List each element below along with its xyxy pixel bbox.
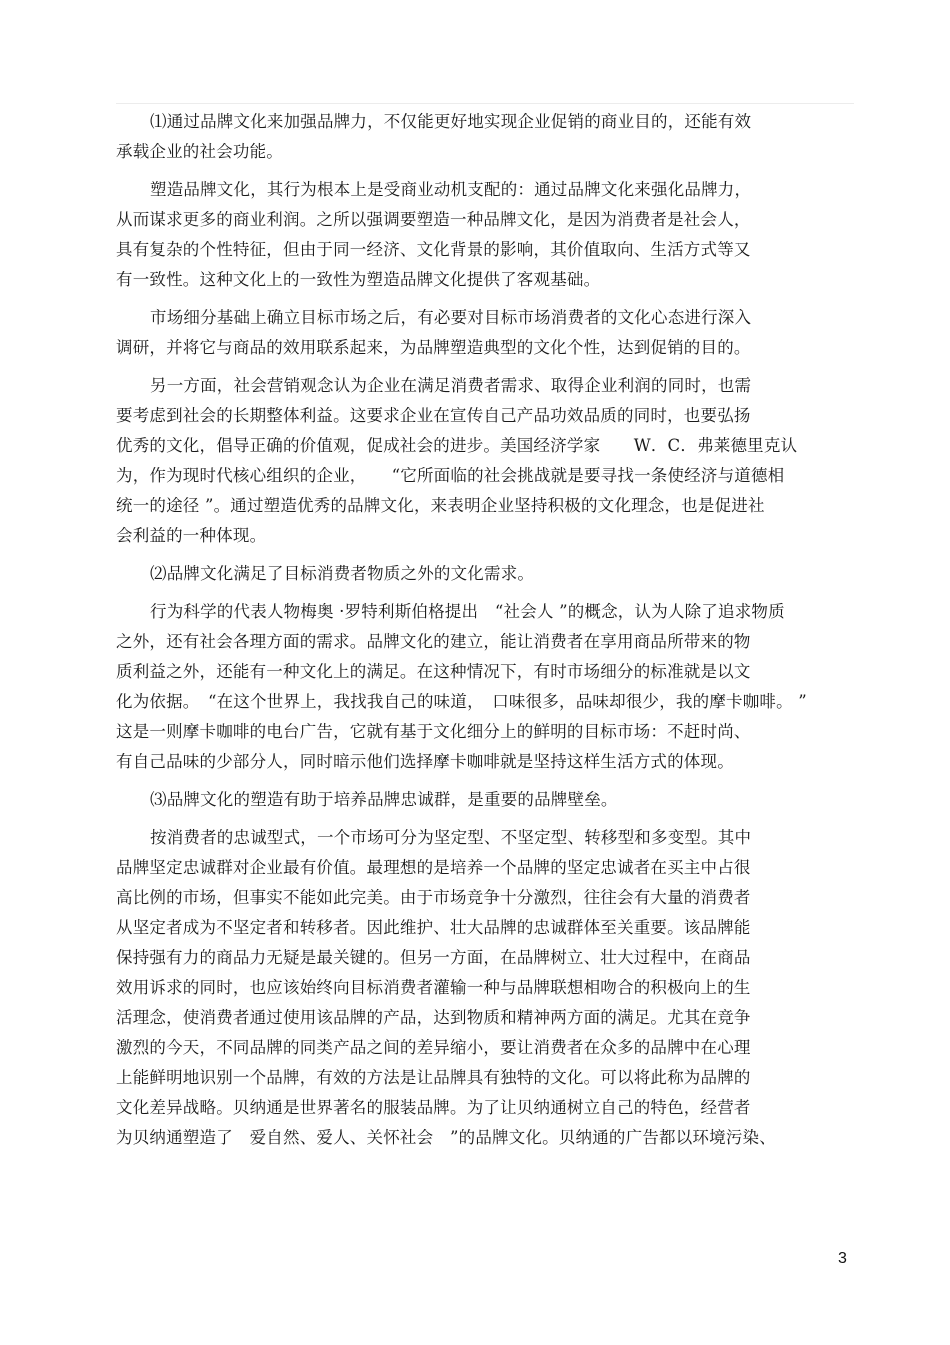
section-heading-3 bbox=[116, 785, 816, 815]
text-line: 活理念，使消费者通过使用该品牌的产品，达到物质和精神两方面的满足。尤其在竞争 bbox=[116, 1008, 751, 1027]
header-rule bbox=[116, 103, 854, 104]
text-line: 市场细分基础上确立目标市场之后，有必要对目标市场消费者的文化心态进行深入 bbox=[150, 308, 752, 327]
text-line: 从坚定者成为不坚定者和转移者。因此维护、壮大品牌的忠诚群体至关重要。该品牌能 bbox=[116, 918, 751, 937]
text-line: ⑶品牌文化的塑造有助于培养品牌忠诚群，是重要的品牌壁垒。 bbox=[150, 790, 618, 809]
text-line: 承载企业的社会功能。 bbox=[116, 142, 283, 161]
text-line: 上能鲜明地识别一个品牌，有效的方法是让品牌具有独特的文化。可以将此称为品牌的 bbox=[116, 1068, 751, 1087]
text-line: 激烈的今天，不同品牌的同类产品之间的差异缩小，要让消费者在众多的品牌中在心理 bbox=[116, 1038, 751, 1057]
paragraph-3 bbox=[116, 303, 816, 363]
text-line: ⑴通过品牌文化来加强品牌力，不仅能更好地实现企业促销的商业目的，还能有效 bbox=[150, 112, 752, 131]
text-line: 品牌坚定忠诚群对企业最有价值。最理想的是培养一个品牌的坚定忠诚者在买主中占很 bbox=[116, 858, 751, 877]
text-line: 会利益的一种体现。 bbox=[116, 526, 267, 545]
text-line: 效用诉求的同时，也应该始终向目标消费者灌输一种与品牌联想相吻合的积极向上的生 bbox=[116, 978, 751, 997]
section-heading-2 bbox=[116, 559, 816, 589]
text-line: 塑造品牌文化，其行为根本上是受商业动机支配的：通过品牌文化来强化品牌力， bbox=[150, 180, 752, 199]
text-line: ⑵品牌文化满足了目标消费者物质之外的文化需求。 bbox=[150, 564, 535, 583]
text-line: 这是一则摩卡咖啡的电台广告，它就有基于文化细分上的鲜明的目标市场：不赶时尚、 bbox=[116, 722, 751, 741]
paragraph-5 bbox=[116, 597, 816, 777]
text-line: 统一的途径 ”。通过塑造优秀的品牌文化，来表明企业坚持积极的文化理念，也是促进社 bbox=[116, 496, 765, 515]
text-line: 保持强有力的商品力无疑是最关键的。但另一方面，在品牌树立、壮大过程中，在商品 bbox=[116, 948, 751, 967]
text-line: 为贝纳通塑造了 爱自然、爱人、关怀社会 ”的品牌文化。贝纳通的广告都以环境污染、 bbox=[116, 1128, 776, 1147]
text-line: 具有复杂的个性特征，但由于同一经济、文化背景的影响，其价值取向、生活方式等又 bbox=[116, 240, 751, 259]
text-line: 高比例的市场，但事实不能如此完美。由于市场竞争十分激烈，往往会有大量的消费者 bbox=[116, 888, 751, 907]
paragraph-4 bbox=[116, 371, 816, 551]
document-body bbox=[116, 107, 816, 1153]
text-line: 有自己品味的少部分人，同时暗示他们选择摩卡咖啡就是坚持这样生活方式的体现。 bbox=[116, 752, 734, 771]
text-line: 化为依据。 “在这个世界上，我找我自己的味道， 口味很多，品味却很少，我的摩卡咖啡。 ” bbox=[116, 692, 807, 711]
text-line: 有一致性。这种文化上的一致性为塑造品牌文化提供了客观基础。 bbox=[116, 270, 601, 289]
page-number: 3 bbox=[838, 1250, 847, 1267]
text-line: 质利益之外，还能有一种文化上的满足。在这种情况下，有时市场细分的标准就是以文 bbox=[116, 662, 751, 681]
paragraph-2 bbox=[116, 175, 816, 295]
text-line: 另一方面，社会营销观念认为企业在满足消费者需求、取得企业利润的同时，也需 bbox=[150, 376, 752, 395]
text-line: 行为科学的代表人物梅奥 ·罗特利斯伯格提出 “社会人 ”的概念，认为人除了追求物质 bbox=[150, 602, 785, 621]
text-line: 要考虑到社会的长期整体利益。这要求企业在宣传自己产品功效品质的同时，也要弘扬 bbox=[116, 406, 751, 425]
text-line: 按消费者的忠诚型式，一个市场可分为坚定型、不坚定型、转移型和多变型。其中 bbox=[150, 828, 752, 847]
text-line: 调研，并将它与商品的效用联系起来，为品牌塑造典型的文化个性，达到促销的目的。 bbox=[116, 338, 751, 357]
text-line: 文化差异战略。贝纳通是世界著名的服装品牌。为了让贝纳通树立自己的特色，经营者 bbox=[116, 1098, 751, 1117]
paragraph-6 bbox=[116, 823, 816, 1153]
text-line: 之外，还有社会各理方面的需求。品牌文化的建立，能让消费者在享用商品所带来的物 bbox=[116, 632, 751, 651]
paragraph-1 bbox=[116, 107, 816, 167]
text-line: 为，作为现时代核心组织的企业， “它所面临的社会挑战就是要寻找一条使经济与道德相 bbox=[116, 466, 785, 485]
text-line: 优秀的文化，倡导正确的价值观，促成社会的进步。美国经济学家 W．C．弗莱德里克认 bbox=[116, 436, 798, 455]
text-line: 从而谋求更多的商业利润。之所以强调要塑造一种品牌文化，是因为消费者是社会人， bbox=[116, 210, 751, 229]
